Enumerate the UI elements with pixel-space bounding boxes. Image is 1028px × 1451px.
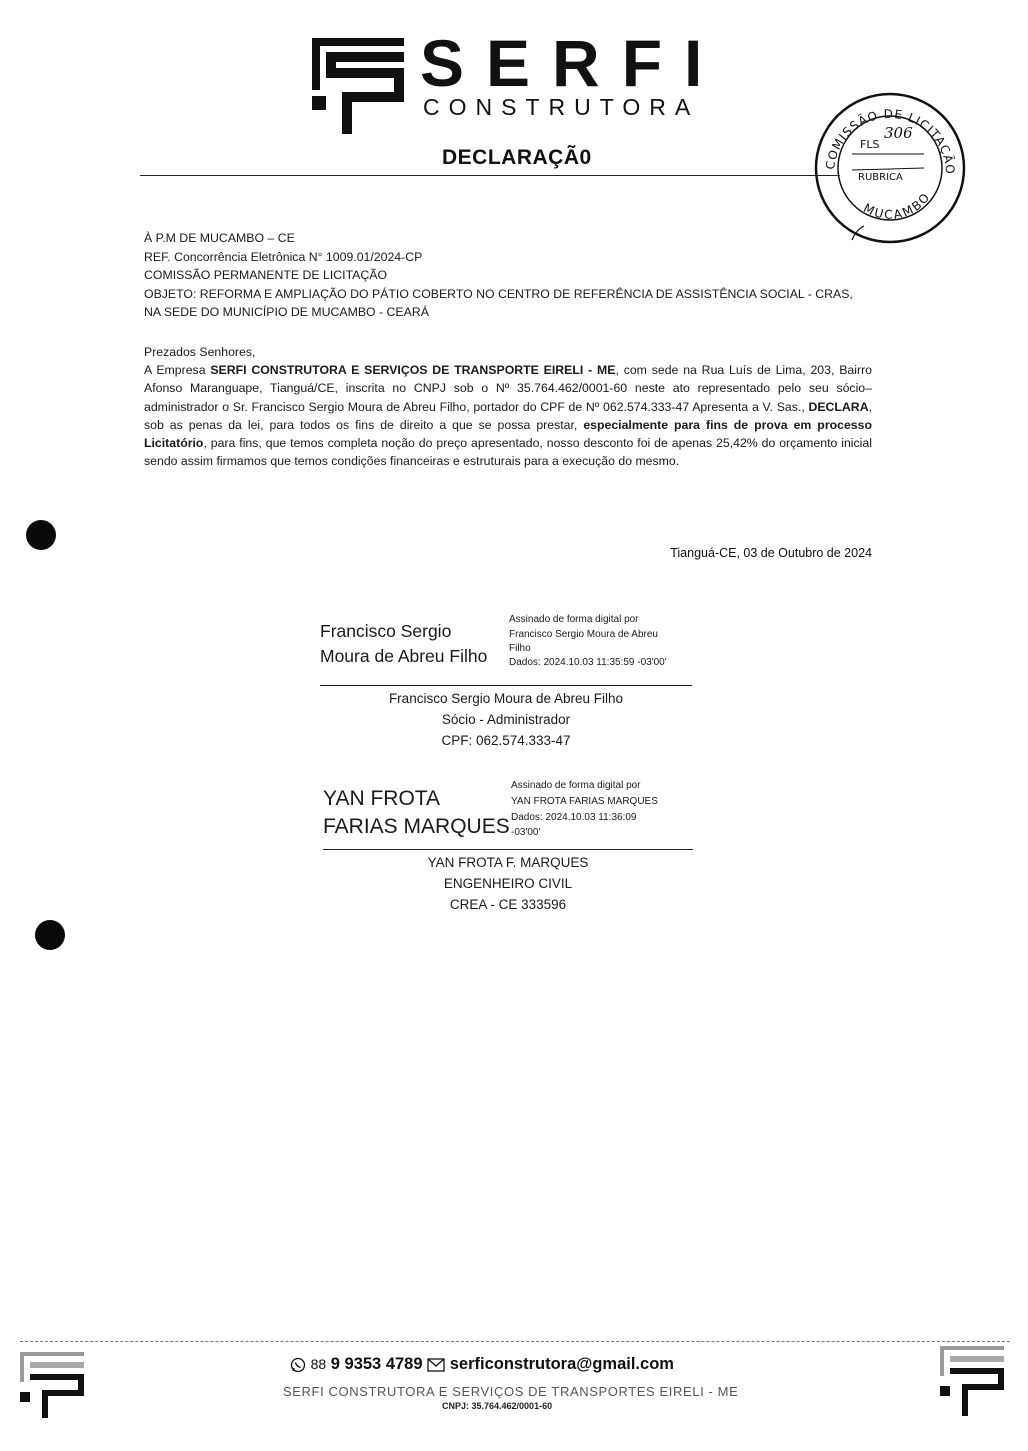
object-line-1: OBJETO: REFORMA E AMPLIAÇÃO DO PÁTIO COBERTO NO CENTRO DE REFERÊNCIA DE ASSISTÊNCIA SOCIAL - CRAS, (144, 287, 853, 301)
serfi-logo-mark (312, 38, 404, 134)
signature2-line (323, 849, 693, 850)
declaration-paragraph: A Empresa SERFI CONSTRUTORA E SERVIÇOS DE TRANSPORTE EIRELI - ME, com sede na Rua Luís de Lima, 203, Bairro Afonso Maranguape, Tianguá/CE, inscrita no CNPJ sob o Nº 35.764.462/0001-60 neste ato representado pelo seu sócio– administrador o Sr. Francisco Sergio Moura de Abreu Filho, portador do CPF de Nº 062.574.333-47 Apresenta a V. Sas., DECLARA, sob as penas da lei, para todos os fins de direito a que se possa prestar, especialmente para fins de prova em processo Licitatório, para fins, que temos completa noção do preço apresentado, nosso desconto foi de apenas 25,42% do orçamento inicial sendo assim firmamos que temos condições financeiras e estruturais para a execução do mesmo. (144, 363, 872, 469)
stamp-bottom-text: MUCAMBO (861, 189, 934, 222)
address-line-2: REF. Concorrência Eletrônica N° 1009.01/2024-CP (144, 250, 423, 264)
signature2-name-line2: FARIAS MARQUES (323, 815, 510, 838)
signature2-meta-1: Assinado de forma digital por (511, 780, 641, 791)
footer-logo-left (20, 1352, 84, 1418)
signature2-crea: CREA - CE 333596 (449, 897, 567, 912)
signature2-name-line1: YAN FROTA (323, 787, 441, 810)
signature1-role: Sócio - Administrador (441, 712, 571, 727)
stamp-fls-label: FLS (860, 138, 880, 151)
phone-area-code: 88 (310, 1356, 327, 1372)
document-title: DECLARAÇÃ0 (442, 146, 592, 169)
signature2-meta-4: -03'00' (511, 827, 541, 838)
signature2-meta-2: YAN FROTA FARIAS MARQUES (511, 796, 658, 807)
declara-keyword: DECLARA (808, 399, 869, 414)
signature2-meta-3: Dados: 2024.10.03 11:36:09 (511, 812, 637, 823)
footer-divider (20, 1341, 1010, 1342)
signature1-meta-4: Dados: 2024.10.03 11:35:59 -03'00' (509, 657, 667, 668)
signature1-meta-1: Assinado de forma digital por (509, 614, 639, 625)
stamp-page-number: 306 (884, 124, 913, 142)
title-divider (140, 175, 840, 176)
date-line: Tianguá-CE, 03 de Outubro de 2024 (670, 546, 872, 560)
signature1-meta-2: Francisco Sergio Moura de Abreu (509, 629, 658, 640)
email-address[interactable]: serficonstrutora@gmail.com (449, 1355, 674, 1373)
signature1-name-line1: Francisco Sergio (320, 621, 452, 641)
address-line-3: COMISSÃO PERMANENTE DE LICITAÇÃO (144, 268, 388, 282)
footer-company-name: SERFI CONSTRUTORA E SERVIÇOS DE TRANSPORTES EIRELI - ME (283, 1384, 739, 1399)
footer-contact (290, 1355, 674, 1374)
stamp-rubrica: RUBRICA (858, 172, 903, 183)
purpose-phrase: especialmente para fins de prova em processo Licitatório (144, 417, 872, 451)
footer-logo-right (940, 1346, 1004, 1416)
whatsapp-icon (290, 1357, 306, 1373)
phone-number[interactable]: 9 9353 4789 (330, 1355, 423, 1373)
footer-cnpj: CNPJ: 35.764.462/0001-60 (442, 1401, 553, 1411)
punch-hole-bottom (35, 920, 65, 950)
svg-text:MUCAMBO (861, 189, 933, 221)
address-line-1: À P.M DE MUCAMBO – CE (144, 231, 295, 245)
mail-icon (427, 1358, 445, 1372)
signature1-name-line2: Moura de Abreu Filho (320, 646, 488, 666)
punch-hole-top (26, 520, 56, 550)
commission-stamp (812, 90, 968, 246)
declaration-body (144, 343, 872, 470)
signature1-meta-3: Filho (509, 643, 531, 654)
signature1-cpf: CPF: 062.574.333-47 (441, 733, 571, 748)
stamp-ring-text: COMISSÃO DE LICITAÇÃO (823, 106, 958, 176)
greeting: Prezados Senhores, (144, 345, 256, 359)
brand-subtitle: CONSTRUTORA (423, 94, 700, 120)
object-line-2: NA SEDE DO MUNICÍPIO DE MUCAMBO - CEARÁ (144, 305, 429, 319)
signature2-role: ENGENHEIRO CIVIL (443, 876, 573, 891)
signature1-printed-name: Francisco Sergio Moura de Abreu Filho (388, 691, 624, 706)
signature2-printed-name: YAN FROTA F. MARQUES (427, 855, 589, 870)
company-name: SERFI CONSTRUTORA E SERVIÇOS DE TRANSPORTE EIRELI - ME (210, 363, 616, 378)
signature1-line (320, 685, 692, 686)
brand-name: SERFI (420, 26, 725, 100)
